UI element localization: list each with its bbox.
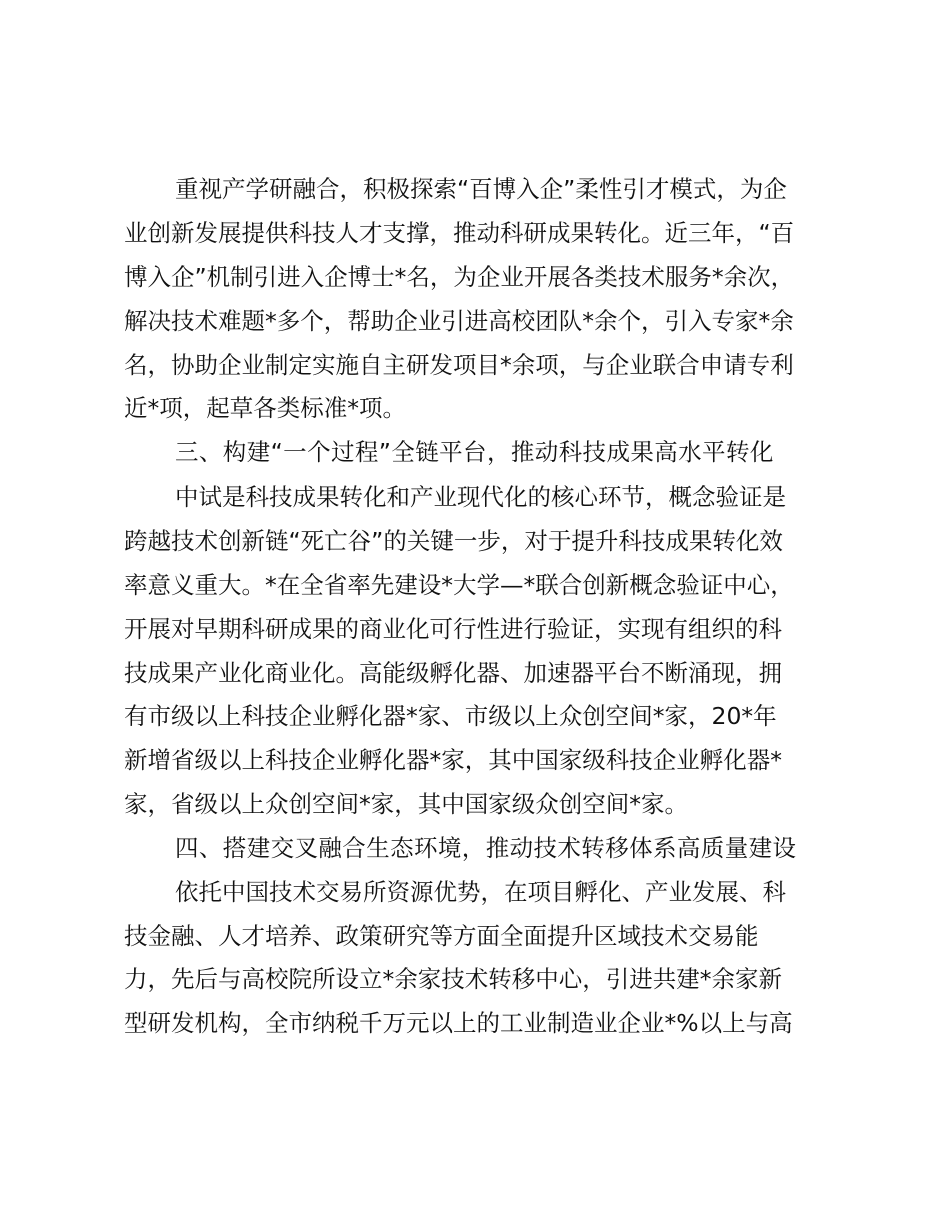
section-heading-4: 四、搭建交叉融合生态环境，推动技术转移体系高质量建设 [175, 834, 797, 862]
paragraph-2-line-5: 技成果产业化商业化。高能级孵化器、加速器平台不断涌现，拥 [124, 659, 782, 687]
paragraph-3-line-1: 依托中国技术交易所资源优势，在项目孵化、产业发展、科 [175, 878, 786, 906]
paragraph-2-line-1: 中试是科技成果转化和产业现代化的核心环节，概念验证是 [175, 483, 786, 511]
paragraph-3-line-3: 力，先后与高校院所设立*余家技术转移中心，引进共建*余家新 [124, 965, 782, 993]
paragraph-2-line-3: 率意义重大。*在全省率先建设*大学—*联合创新概念验证中心， [124, 571, 794, 599]
paragraph-1-line-1: 重视产学研融合，积极探索“百博入企”柔性引才模式，为企 [175, 175, 787, 203]
paragraph-3-line-4: 型研发机构，全市纳税千万元以上的工业制造业企业*%以上与高 [124, 1009, 793, 1037]
paragraph-1-line-4: 解决技术难题*多个，帮助企业引进高校团队*余个，引入专家*余 [124, 307, 794, 335]
paragraph-1-line-6: 近*项，起草各类标准*项。 [124, 394, 406, 422]
paragraph-1-line-5: 名，协助企业制定实施自主研发项目*余项，与企业联合申请专利 [124, 351, 794, 379]
paragraph-2-line-2: 跨越技术创新链“死亡谷”的关键一步，对于提升科技成果转化效 [124, 527, 783, 555]
paragraph-2-line-6: 有市级以上科技企业孵化器*家、市级以上众创空间*家，20*年 [124, 702, 777, 730]
paragraph-2-line-8: 家，省级以上众创空间*家，其中国家级众创空间*家。 [124, 790, 688, 818]
paragraph-3-line-2: 技金融、人才培养、政策研究等方面全面提升区域技术交易能 [124, 922, 759, 950]
section-heading-3: 三、构建“一个过程”全链平台，推动科技成果高水平转化 [175, 438, 774, 466]
paragraph-2-line-4: 开展对早期科研成果的商业化可行性进行验证，实现有组织的科 [124, 615, 782, 643]
paragraph-1-line-3: 博入企”机制引进入企博士*名，为企业开展各类技术服务*余次， [124, 263, 795, 291]
paragraph-2-line-7: 新增省级以上科技企业孵化器*家，其中国家级科技企业孵化器* [124, 746, 782, 774]
paragraph-1-line-2: 业创新发展提供科技人才支撑，推动科研成果转化。近三年，“百 [124, 219, 795, 247]
